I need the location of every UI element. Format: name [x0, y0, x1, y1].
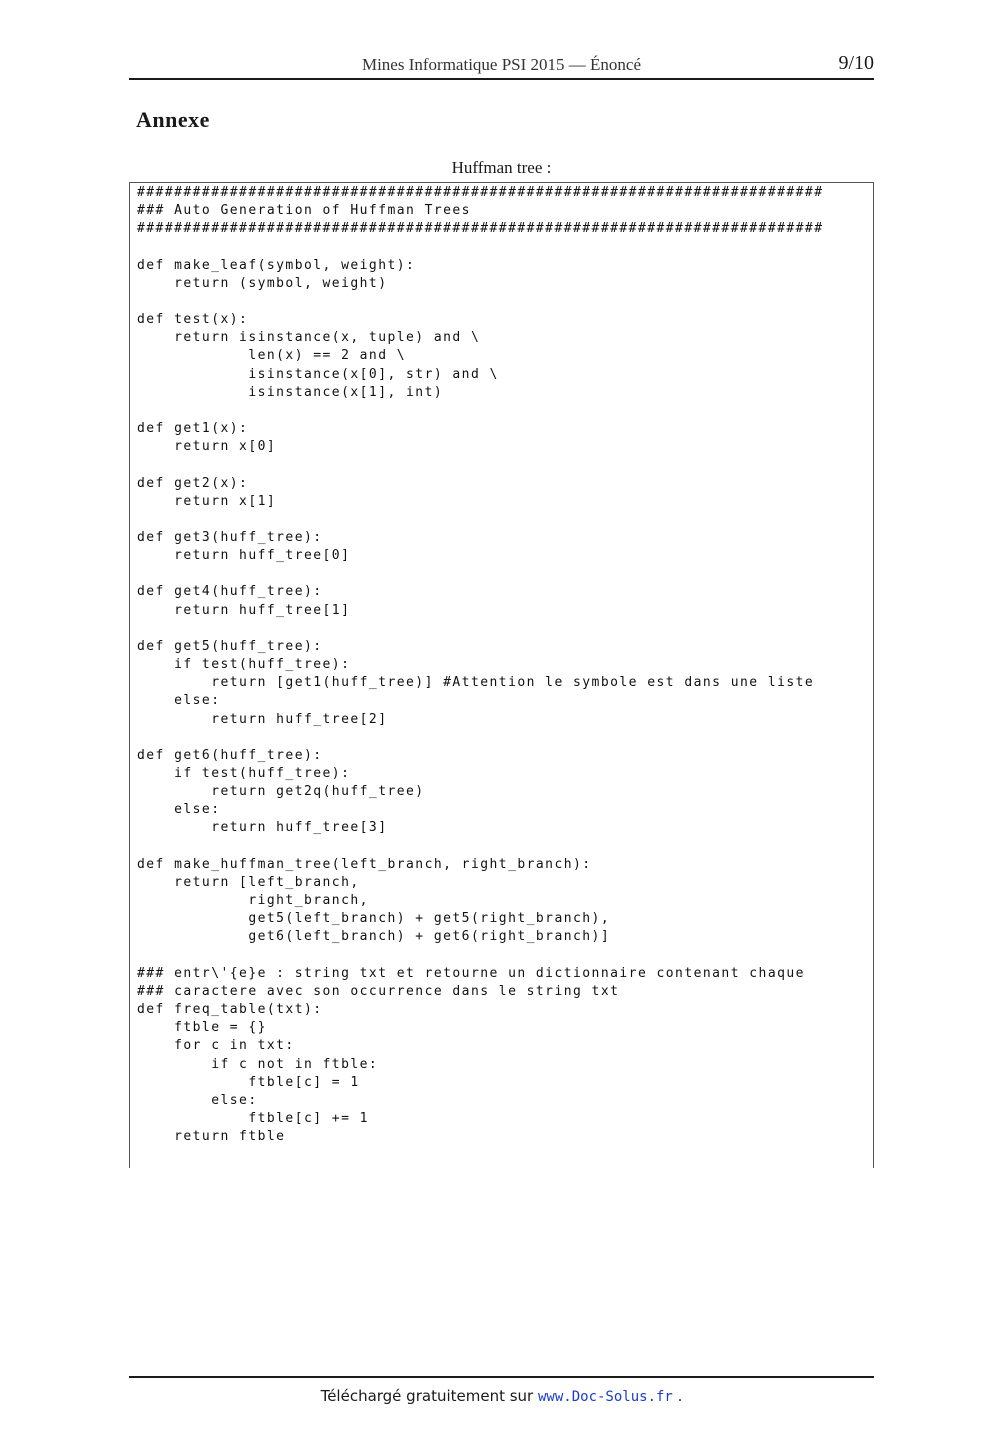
footer-link[interactable]: www.Doc-Solus.fr [538, 1389, 673, 1405]
code-caption: Huffman tree : [451, 158, 552, 177]
footer-trail: . [677, 1387, 683, 1405]
page-footer [129, 1387, 874, 1405]
code-text[interactable]: ########################################################################## ### Auto Generation of Huffman Trees ########################################################################## def make_leaf(symbol, weight): return (symbol, weight) def test(x): return isinstance(x, tuple) and \ len(x) == 2 and \ isinstance(x[0], str) and \ isinstance(x[1], int) def get1(x): return x[0] def get2(x): return x[1] def get3(huff_tree): return huff_tree[0] def get4(huff_tree): return huff_tree[1] def get5(huff_tree): if test(huff_tree): return [get1(huff_tree)] #Attention le symbole est dans une liste else: return huff_tree[2] def get6(huff_tree): if test(huff_tree): return get2q(huff_tree) else: return huff_tree[3] def make_huffman_tree(left_branch, right_branch): return [left_branch, right_branch, get5(left_branch) + get5(right_branch), get6(left_branch) + get6(right_branch)] ### entr\'{e}e : string txt et retourne un dictionnaire contenant chaque ### caractere avec son occurrence dans le string txt def freq_table(txt): ftble = {} for c in txt: if c not in ftble: ftble[c] = 1 else: ftble[c] += 1 return ftble [137, 185, 824, 1145]
footer-text: Téléchargé gratuitement sur [320, 1387, 534, 1405]
code-listing [129, 182, 874, 1168]
header-title: Mines Informatique PSI 2015 — Énoncé [361, 55, 642, 74]
footer-rule [129, 1376, 874, 1378]
page-header [129, 52, 874, 80]
section-title: Annexe [136, 107, 210, 132]
page-number: 9/10 [838, 52, 874, 74]
